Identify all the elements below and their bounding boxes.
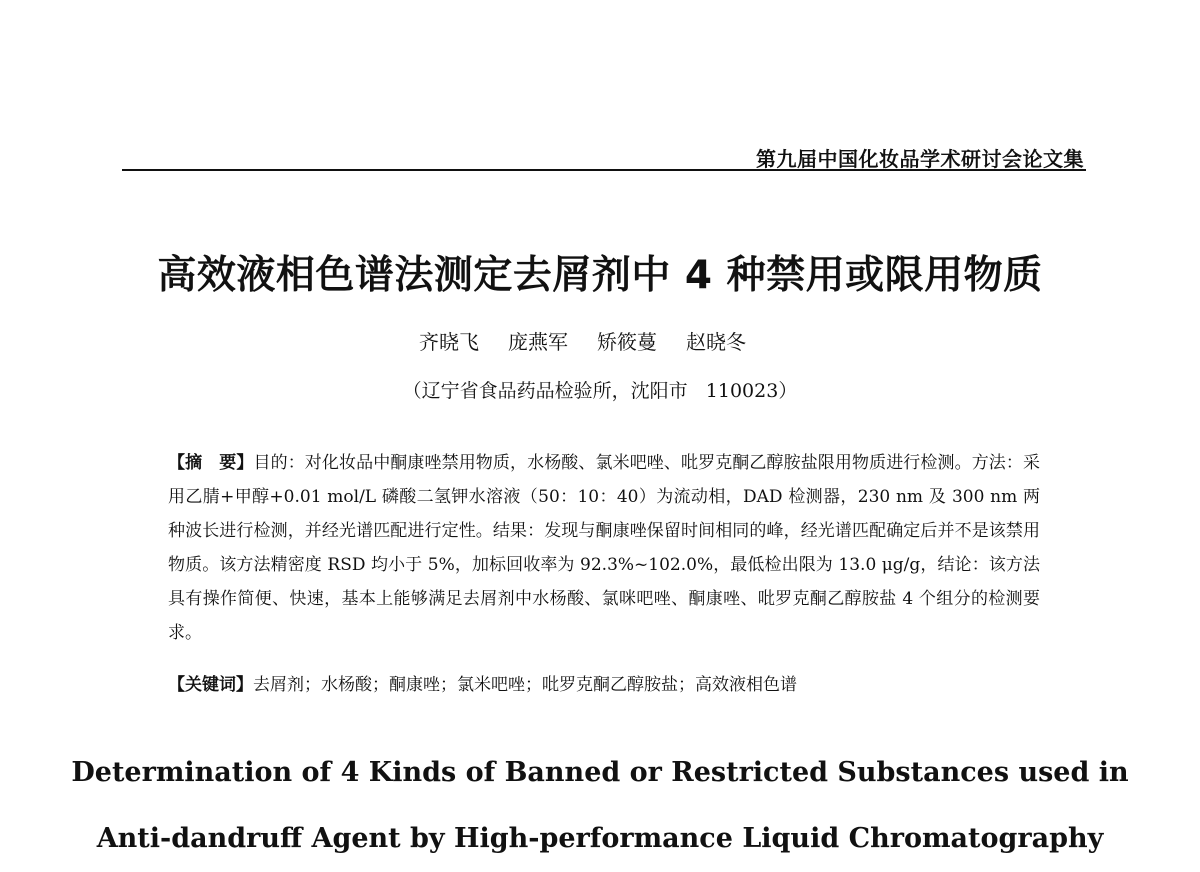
paper-title-english — [0, 740, 1200, 872]
abstract-text: 目的：对化妆品中酮康唑禁用物质，水杨酸、氯米吧唑、吡罗克酮乙醇胺盐限用物质进行检测。方法：采用乙腈+甲醇+0.01 mol/L 磷酸二氢钾水溶液（50：10：40）为流动相，DAD 检测器，230 nm 及 300 nm 两种波长进行检测，并经光谱匹配进行定性。结果：发现与酮康唑保留时间相同的峰，经光谱匹配确定后并不是该禁用物质。该方法精密度 RSD 均小于 5%，加标回收率为 92.3%~102.0%，最低检出限为 13.0 μg/g，结论：该方法具有操作简便、快速，基本上能够满足去屑剂中水杨酸、氯咪吧唑、酮康唑、吡罗克酮乙醇胺盐 4 个组分的检测要求。 — [168, 453, 1040, 643]
abstract-paragraph — [168, 446, 1040, 650]
author-list — [419, 326, 746, 355]
author-name: 齐晓飞 — [419, 330, 479, 354]
author-name: 庞燕军 — [508, 330, 568, 354]
paper-title-english-line: Determination of 4 Kinds of Banned or Restricted Substances used in — [71, 757, 1129, 788]
keywords-block — [168, 668, 1040, 702]
paper-title-english-line: Anti-dandruff Agent by High-performance Liquid Chromatography — [96, 823, 1104, 854]
header-rule — [122, 169, 1086, 171]
author-name: 矫筱蔓 — [597, 330, 657, 354]
running-header: 第九届中国化妆品学术研讨会论文集 — [756, 147, 1084, 171]
author-name: 赵晓冬 — [686, 330, 746, 354]
paper-title-chinese: 高效液相色谱法测定去屑剂中 4 种禁用或限用物质 — [157, 253, 1043, 298]
abstract-block — [168, 446, 1040, 650]
author-affiliation: （辽宁省食品药品检验所，沈阳市 110023） — [402, 380, 798, 402]
abstract-label: 【摘 要】 — [168, 453, 254, 473]
keywords-label: 【关键词】 — [168, 675, 253, 695]
keywords-text: 去屑剂；水杨酸；酮康唑；氯米吧唑；吡罗克酮乙醇胺盐；高效液相色谱 — [253, 675, 797, 695]
